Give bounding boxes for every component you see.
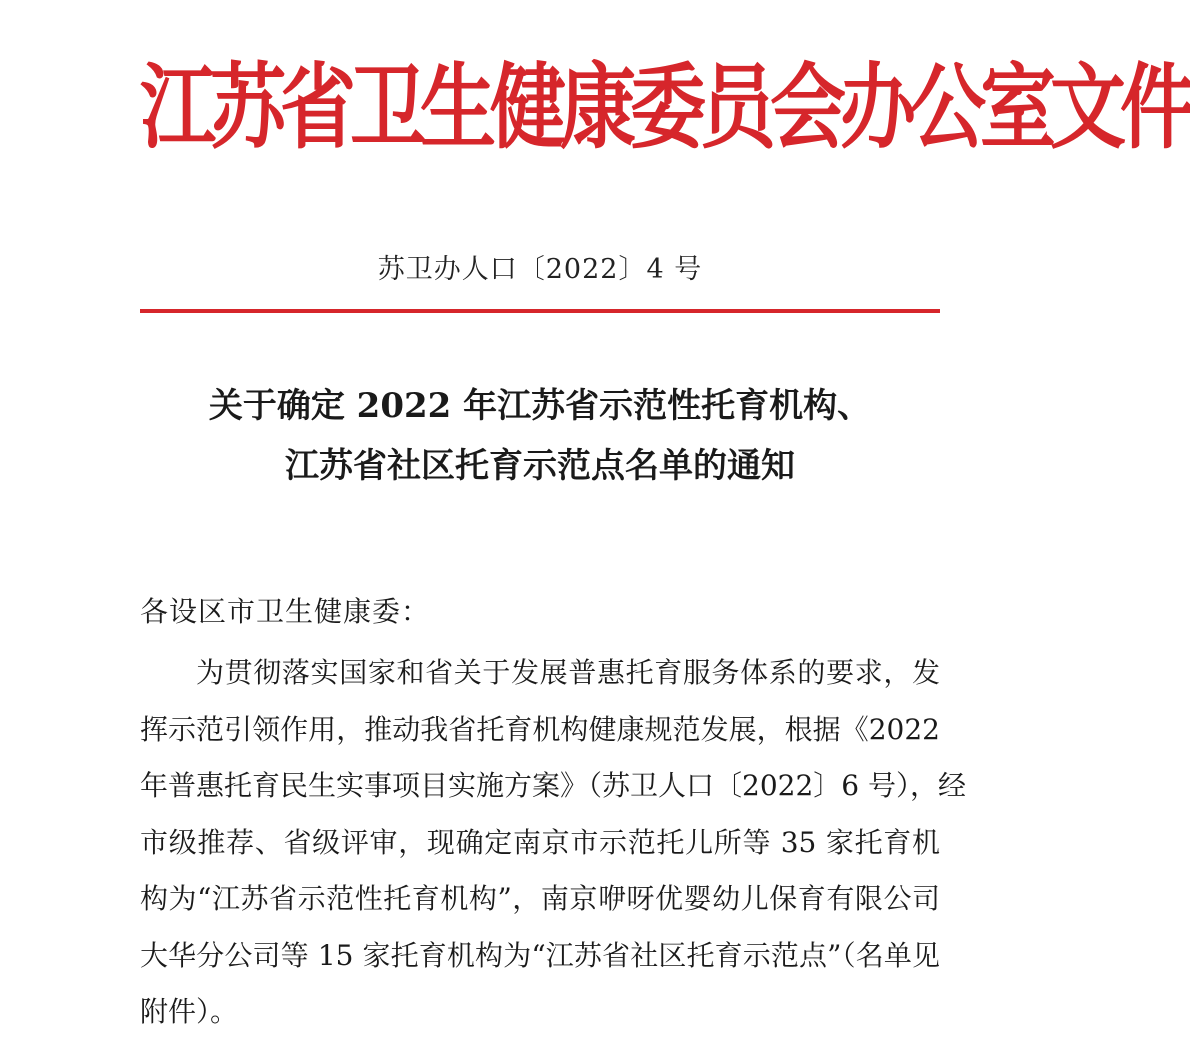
body-line: 挥示范引领作用，推动我省托育机构健康规范发展，根据《2022 (140, 712, 940, 746)
notice-title (140, 376, 940, 496)
body-line: 大华分公司等 15 家托育机构为“江苏省社区托育示范点”（名单见 (140, 938, 940, 972)
notice-title-line-2: 江苏省社区托育示范点名单的通知 (285, 446, 795, 486)
document-number: 苏卫办人口〔2022〕4 号 (377, 254, 703, 285)
body-line: 为贯彻落实国家和省关于发展普惠托育服务体系的要求，发 (196, 656, 940, 689)
body-line: 市级推荐、省级评审，现确定南京市示范托儿所等 35 家托育机 (140, 825, 940, 859)
body-line: 年普惠托育民生实事项目实施方案》（苏卫人口〔2022〕6 号），经 (140, 769, 966, 802)
red-divider-line (140, 309, 940, 313)
body-line: 构为“江苏省示范性托育机构”，南京咿呀优婴幼儿保育有限公司 (140, 882, 940, 915)
notice-title-line-1: 关于确定 2022 年江苏省示范性托育机构、 (208, 386, 872, 426)
body-line: 附件）。 (140, 995, 239, 1028)
salutation: 各设区市卫生健康委： (140, 595, 431, 628)
body-paragraph (140, 645, 966, 1041)
masthead-title: 江苏省卫生健康委员会办公室文件 (140, 53, 1190, 162)
